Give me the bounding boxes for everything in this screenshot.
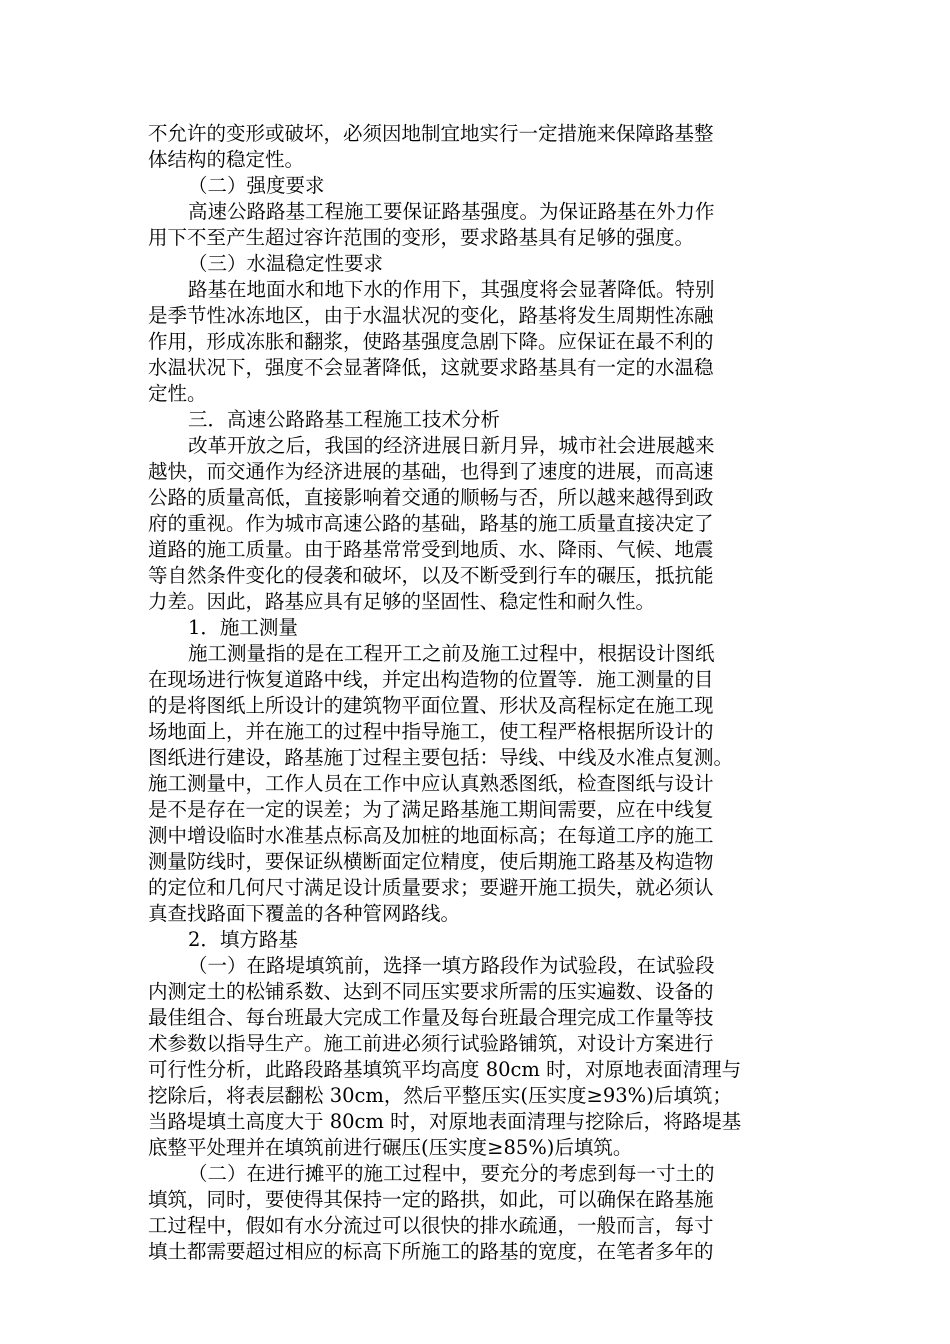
text-line: 用下不至产生超过容许范围的变形，要求路基具有足够的强度。 bbox=[148, 226, 695, 249]
text-line: 越快，而交通作为经济进展的基础，也得到了速度的进展，而高速 bbox=[148, 460, 714, 483]
text-line: 施工测量指的是在工程开工之前及施工过程中，根据设计图纸 bbox=[188, 642, 715, 665]
text-line: 施工测量中，工作人员在工作中应认真熟悉图纸，检查图纸与设计 bbox=[148, 772, 714, 795]
text-line: 不允许的变形或破坏，必须因地制宜地实行一定措施来保障路基整 bbox=[148, 122, 714, 145]
text-line: 图纸进行建设，路基施丁过程主要包括：导线、中线及水准点复测。 bbox=[148, 746, 734, 769]
text-line: 等自然条件变化的侵袭和破坏，以及不断受到行车的碾压，抵抗能 bbox=[148, 564, 714, 587]
text-line: 的是将图纸上所设计的建筑物平面位置、形状及高程标定在施工现 bbox=[148, 694, 714, 717]
text-line: 路基在地面水和地下水的作用下，其强度将会显著降低。特别 bbox=[188, 278, 715, 301]
section-heading: 三．高速公路路基工程施工技术分析 bbox=[188, 408, 501, 431]
text-line: 作用，形成冻胀和翻浆，使路基强度急剧下降。应保证在最不利的 bbox=[148, 330, 714, 353]
text-line: 是不是存在一定的误差；为了满足路基施工期间需要，应在中线复 bbox=[148, 798, 714, 821]
text-line: 填土都需要超过相应的标高下所施工的路基的宽度，在笔者多年的 bbox=[148, 1240, 714, 1263]
text-line: 体结构的稳定性。 bbox=[148, 148, 305, 171]
text-line: 内测定土的松铺系数、达到不同压实要求所需的压实遍数、设备的 bbox=[148, 980, 714, 1003]
text-line: 道路的施工质量。由于路基常常受到地质、水、降雨、气候、地震 bbox=[148, 538, 714, 561]
text-line: 工过程中，假如有水分流过可以很快的排水疏通，一般而言，每寸 bbox=[148, 1214, 714, 1237]
document-body bbox=[148, 121, 808, 1265]
text-line: 是季节性冰冻地区，由于水温状况的变化，路基将发生周期性冻融 bbox=[148, 304, 714, 327]
text-line: 在现场进行恢复道路中线，并定出构造物的位置等．施工测量的目 bbox=[148, 668, 714, 691]
text-line: 挖除后，将表层翻松 30cm，然后平整压实(压实度≥93%)后填筑； bbox=[148, 1084, 732, 1107]
text-line: 真查找路面下覆盖的各种管网路线。 bbox=[148, 902, 461, 925]
text-line: 最佳组合、每台班最大完成工作量及每台班最合理完成工作量等技 bbox=[148, 1006, 714, 1029]
text-line: 府的重视。作为城市高速公路的基础，路基的施工质量直接决定了 bbox=[148, 512, 714, 535]
text-line: 底整平处理并在填筑前进行碾压(压实度≥85%)后填筑。 bbox=[148, 1136, 633, 1159]
section-heading: （三）水温稳定性要求 bbox=[188, 252, 384, 275]
text-line: 定性。 bbox=[148, 382, 207, 405]
text-line: 测量防线时，要保证纵横断面定位精度，使后期施工路基及构造物 bbox=[148, 850, 714, 873]
section-heading: （二）强度要求 bbox=[188, 174, 325, 197]
text-line: 术参数以指导生产。施工前进必须行试验路铺筑，对设计方案进行 bbox=[148, 1032, 714, 1055]
text-line: 公路的质量高低，直接影响着交通的顺畅与否，所以越来越得到政 bbox=[148, 486, 714, 509]
text-line: 填筑，同时，要使得其保持一定的路拱，如此，可以确保在路基施 bbox=[148, 1188, 714, 1211]
text-line: 水温状况下，强度不会显著降低，这就要求路基具有一定的水温稳 bbox=[148, 356, 714, 379]
text-line: 的定位和几何尺寸满足设计质量要求；要避开施工损失，就必须认 bbox=[148, 876, 714, 899]
text-line: 场地面上，并在施工的过程中指导施工，使工程严格根据所设计的 bbox=[148, 720, 714, 743]
text-line: （二）在进行摊平的施工过程中，要充分的考虑到每一寸土的 bbox=[188, 1162, 715, 1185]
text-line: （一）在路堤填筑前，选择一填方路段作为试验段，在试验段 bbox=[188, 954, 715, 977]
text-line: 可行性分析，此路段路基填筑平均高度 80cm 时，对原地表面清理与 bbox=[148, 1058, 742, 1081]
section-heading: 2．填方路基 bbox=[188, 928, 298, 951]
text-line: 当路堤填土高度大于 80cm 时，对原地表面清理与挖除后，将路堤基 bbox=[148, 1110, 742, 1133]
text-line: 改革开放之后，我国的经济进展日新月异，城市社会进展越来 bbox=[188, 434, 715, 457]
text-line: 高速公路路基工程施工要保证路基强度。为保证路基在外力作 bbox=[188, 200, 715, 223]
section-heading: 1．施工测量 bbox=[188, 616, 298, 639]
text-line: 测中增设临时水准基点标高及加桩的地面标高；在每道工序的施工 bbox=[148, 824, 714, 847]
text-line: 力差。因此，路基应具有足够的坚固性、稳定性和耐久性。 bbox=[148, 590, 656, 613]
